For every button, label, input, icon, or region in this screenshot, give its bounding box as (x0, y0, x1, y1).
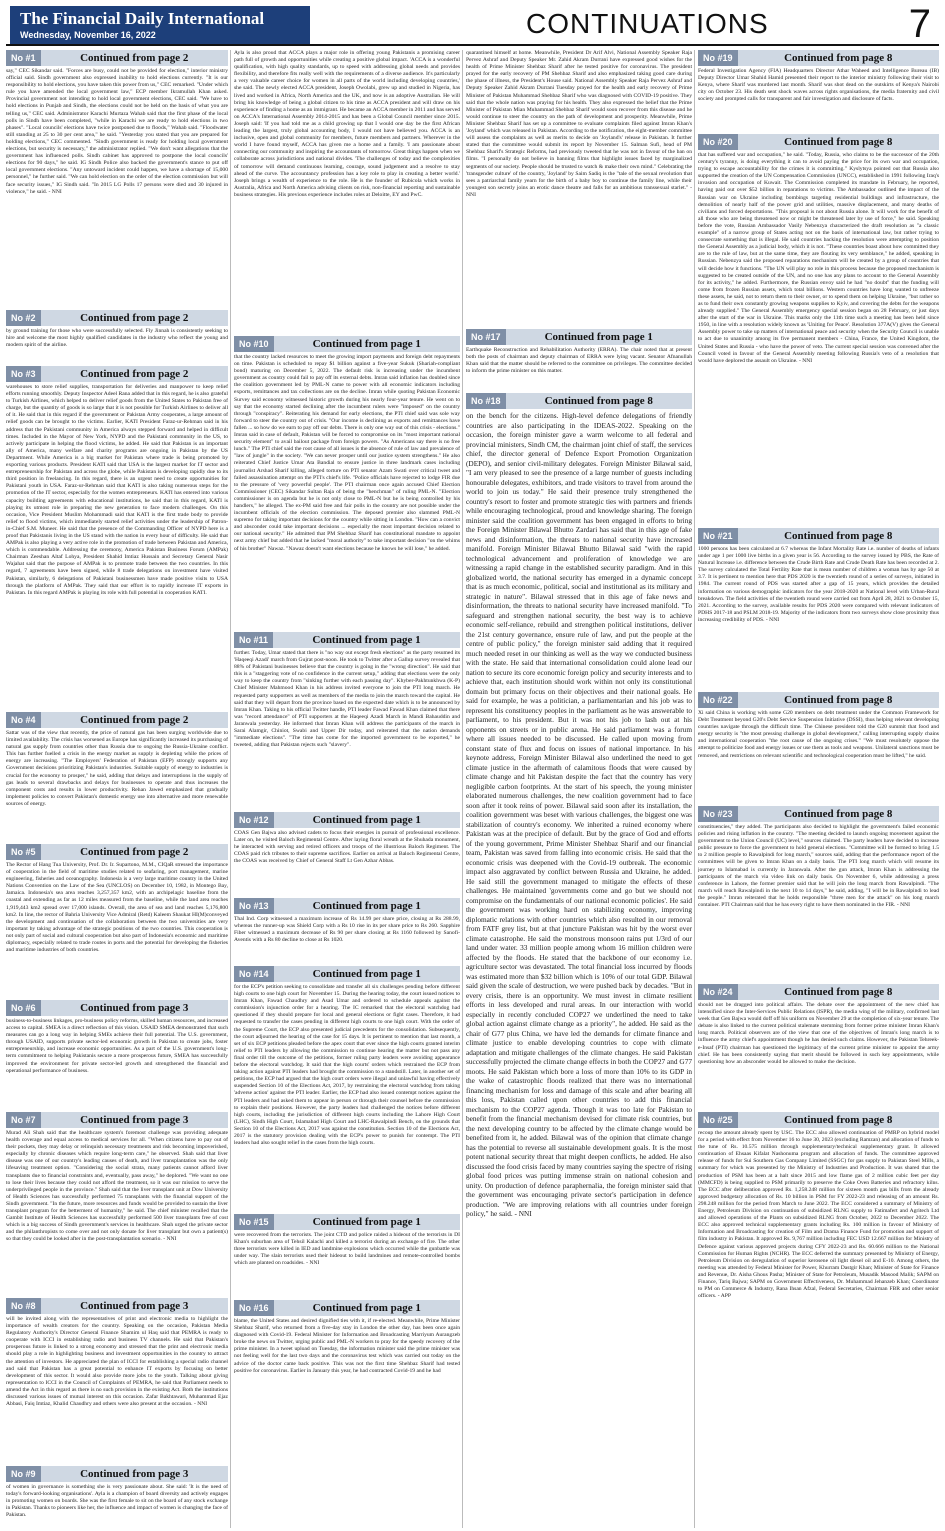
continued-label: Continued from page 8 (784, 136, 893, 148)
continued-label: Continued from page 8 (784, 808, 893, 820)
article-block (6, 310, 228, 362)
column-2 (234, 50, 460, 1528)
article-block (698, 692, 939, 802)
article-header (234, 336, 460, 352)
article-text: that has suffered war and occupation," he said. "Today, Russia, who claims to be the successor of the 20th century's tyranny, is doing everything it can to avoid paying the price for its own war and occupation, trying to escape accountability for the crimes it is committing." Kyslytsya pointed out that Russia also supported the creation of the UN Compensation Commission (UNCC), established in 1991 following Iraq's invasion and occupation of Kuwait. The Commission completed its mandate in February, he reported, having paid out over $52 billion in reparations to victims. The Ambassador outlined the impact of the Russian war on Ukraine including bombings targeting residential buildings and infrastructure, the demolition of nearly half of the power grid and utilities, massive displacement, and many deaths of civilians and forced deportations. "This proposal is not about Russia alone. It will work for the benefit of all those who are being threatened now or might be threatened later by use of force," he said. Speaking before the vote, Russian Ambassador Vasily Nebenzya characterized the draft resolution as "a classic example" of a narrow group of States acting not on the basis of international law, but rather trying to consecrate something that is illegal. He said countries backing the resolution were attempting to position the General Assembly as a judicial body, which it is not. "These countries boast about how committed they are to the rule of law, but at the same time, they are flouting its very semblance," he added, speaking in Russian. Nebenzya said the proposed reparations mechanism will be created by a group of countries that will decide how it functions. "The UN will play no role in this process because the proposed mechanism is suggested to be created outside of the UN, and no one has any plans to account to the General Assembly for its activity," he added. Furthermore, the Russian envoy said he had "no doubt" that the funding will come from frozen Russian assets, which total billions. Western countries have long wanted to unfreeze these assets, he said, not to return them to their owner, or to spend them on helping Ukraine, "but rather so as to fund their own constantly growing weapons supplies to Kyiv, and covering the debts for the weapons already supplied." The General Assembly emergency special session began on 28 February, or just days after the start of the war in Ukraine. This marks only the 11th time such a meeting has been held since 1950, in line with a resolution widely known as 'Uniting for Peace'. Resolution 377A(V) gives the General Assembly power to take up matters of international peace and security when the Security Council is unable to act due to unanimity among its five permanent members - China, France, the United Kingdom, the United States and Russia - who have the power of veto. The current special session was convened after the Council voted in favour of the General Assembly meeting following Russia's veto of a resolution that would have deplored the assault on Ukraine. - NNI (698, 152, 939, 364)
article-header (234, 632, 460, 648)
column-divider (694, 50, 695, 1528)
article-number: No #25 (698, 1112, 738, 1128)
continued-label: Continued from page 8 (544, 395, 653, 407)
article-number: No #14 (234, 966, 274, 982)
section-title: CONTINUATIONS (526, 8, 769, 39)
column-4 (698, 50, 939, 1528)
article-header (6, 712, 228, 728)
continued-label: Continued from page 1 (544, 331, 653, 343)
article-header (234, 1300, 460, 1316)
article-text: warehouses to store relief supplies, transportation for deliveries and manpower to keep relief efforts running smoothly. Deputy Inspector Adeel Rana added that in this regard, he is also grateful to Turkish Airlines, which helped to deliver relief goods from the United States to Pakistan free of charge, but the quantity of goods is so large that it is not possible for Turkish Airlines to deliver all of it. He said that in this regard if the government or Pakistan Army cooperates, a large amount of relief goods can be brought to the victims. Earlier, KATI President Faraz-ur-Rehman said in his address that the Pakistani community in America always stepped forward and helped in difficult times. Included in the Mayor of New York, NYPD and the Pakistani community in the US, to actively participate in helping the flood victims, he added. He said that Pakistan is an important ally of America, many welfare and charity programs are ongoing in Pakistan by the US Department. While America is a big market for Pakistan where trade is being promoted by exporting various products. President KATI said that USA is the largest market for IT sector and entrepreneurship for Pakistan and across the globe, while Pakistan is developing rapidly due to its third position in freelancing. In this regard, there is an urgent need to create opportunities for Pakistani youth in USA. Faraz-ur-Rehman said that KATI is also taking numerous steps for the promotion of the IT sector, especially for the women entrepreneurs. KATI has entered into various capacity building agreements with educational institutions, he said that in this regard, KATI is playing its utmost role in preparing the new generation to face modern challenges. On this occasion, Vice President Muslim Mohammadi said that KATI is the first trade body to provide relief to flood victims, which immediately started relief activities under the leadership of Patron-in-Chief S.M. Muneer. He said that the presence of the Commanding Officer of NYPD here is a proof that Pakistanis living in the US stand with the nation in every hour of difficulty. He said that AMPak is also playing a very active role in the promotion of trade between Pakistan and America, which is commendable. Addressing the ceremony, America Pakistan Business Forum (AMPak) Chairman Zeeshan Altaf Lohya, President Shahid Imtiaz Hussain and Secretary General Nasir Wajahat said that the purpose of AMPak is to promote trade between the two countries. In this regard, 7 agreements have been signed, while 8 trade delegations on investment have visited Pakistan, similarly, 6 delegations of Pakistani businessmen have made positive visits to USA through the platform of AMPak. They said that our effort is to rapidly increase IT exports in Pakistan. In this regard AMPak is playing its role with full potential in cooperation KATI. (6, 384, 228, 596)
article-block (466, 393, 692, 1528)
article-block (234, 632, 460, 808)
article-header (6, 1000, 228, 1016)
article-text: quarantined himself at home. Meanwhile, President Dr Arif Alvi, National Assembly Speaker Raja Pervez Ashraf and Deputy Speaker Mr. Zahid Akram Durrani have expressed good wishes for the health of Prime Minister Shehbaz Sharif after he tested positive for coronavirus. The president prayed for the early recovery of PM Shehbaz Sharif and also emphasized taking good care during the phase of illness, the President's House said. National Assembly Speaker Raja Pervez Ashraf and Deputy Speaker Zahid Akram Durrani Tuesday prayed for the health and early recovery of Prime Minister of Pakistan Muhammad Shehbaz Sharif who was diagnosed with COVID-19 positive. They said that the whole nation was praying for his health. They also expressed the belief that the Prime Minister of Pakistan Mian Muhammad Shehbaz Sharif would soon recover from this disease and he would continue to steer the country on the path of development and prosperity. Meanwhile, Prime Minister Shehbaz Sharif has set up a committee to evaluate complaints filed against Imran Khan's 'Joyland' which was released in Pakistan. According to the notification, the eight-member committee will assess the complaints as well as merits to decide on 'Joyland's' release in Pakistan. It further stated that the committee would submit its report by November 15. Salman Sufi, head of PM Shehbaz Sharif's Strategic Reforms, had previously tweeted that he was not in favour of the ban on films. "I personally do not believe in banning films that highlight issues faced by marginalized segments of our society. People should be trusted to watch & make their own mind." Celebrating the 'transgender culture' of the country, 'Joyland' by Saim Sadiq is the "tale of the sexual revolution that sees a patriarchal family yearn for the birth of a baby boy to continue the family line, while their youngest son secretly joins an erotic dance theatre and falls for an ambitious transsexual starlet." - NNI (466, 50, 692, 198)
article-text: Xi said China is working with some G20 members on debt treatment under the Common Framework for Debt Treatment beyond G20's Debt Service Suspension Initiative (DSSI), thus helping relevant developing countries navigate through the difficult time. The Chinese president told the G20 summit that food and energy security is "the most pressing challenge in global development," calling interrupting supply chains and international cooperation "the root cause of the ongoing crises." "We must resolutely oppose the attempt to politicize food and energy issues or use them as tools and weapons. Unilateral sanctions must be removed, and restrictions on relevant scientific and technological cooperation must be lifted," he said. (698, 710, 939, 759)
continued-label: Continued from page 2 (80, 312, 189, 324)
article-number: No #23 (698, 806, 738, 822)
article-number: No #20 (698, 134, 738, 150)
article-number: No #18 (466, 393, 506, 409)
article-header (234, 966, 460, 982)
article-block (234, 812, 460, 894)
article-header (234, 812, 460, 828)
article-number: No #13 (234, 898, 274, 914)
article-header (698, 692, 939, 708)
continued-label: Continued from page 1 (312, 634, 421, 646)
article-header (698, 528, 939, 544)
article-header (6, 844, 228, 860)
continued-label: Continued from page 2 (80, 368, 189, 380)
article-block (6, 1298, 228, 1462)
continued-label: Continued from page 3 (80, 1114, 189, 1126)
article-text: that the country lacked resources to meet the growing import payments and foreign debt repayments on time. Pakistan is scheduled to repay $1 billion against a five-year Sukuk (Shariah-compliant bond) maturing on December 5, 2022. The default risk is increasing under the incumbent government as country could fail to pay off its external debts. Imran said inflation has doubled since the coalition government led by PML-N came to power with all economic indicators including exports, remittances and tax collections are on the decline. Imran while quoting Pakistan Economic Survey said economy witnessed historic growth during his nearly four-year tenure. He went on to say that the economy started declining after the incumbent rulers were "imposed" on the country through "conspiracy". Reiterating his demand for early elections, the PTI chief said was sole way forward to steer the country out of crisis. "Our income is declining as exports and remittances have fallen ... so how do we earn to pay off our debts. There is only one way out of this crisis - elections." Imran said in case of default, Pakistan will be forced to compromise on its "most important national security element" to avail bailout package from foreign powers. "As Americans say there is no free lunch." The PTI chief said the root cause of all issues is the absence of rule of law and prevalence of "law of jungle" in the society. "We can never prosper until our justice system strengthens." He also reiterated Chief Justice Umar Ata Bandial to ensure justice in three landmark cases including journalist Arshad Sharif killing, alleged torture on PTI senator Azam Swati over critical tweet and failed assassination attempt on the PTI's chief's life. "Police officials have rejected to lodge FIR due to the pressure of 'very powerful people'. The PTI chairman once again accused Chief Election Commissioner (CEC) Sikandar Sultan Raja of being the "henchman" of ruling PML-N. "Election commissioner is on agenda but he is not only close to PML-N but he is being controlled by his handlers," he alleged. The ex-PM said free and fair polls in the country are not possible under the incumbent officials of the election commission. The deposed premier also slammed PML-N supremo for taking important decisions for the country while sitting in London. "How can a convict and absconder could take important decisions ... especially the most important decision related to our national security." He admitted that PM Shehbaz Sharif has constitutional mandate to appoint next army chief but added that he lacked "moral authority" to take important decision "on the whims of his brother" Nawaz. "Nawaz doesn't want elections because he knows he will lose," he added. (234, 354, 460, 552)
article-number: No #16 (234, 1300, 274, 1316)
article-block (6, 50, 228, 306)
article-number: No #8 (6, 1298, 41, 1314)
article-text: Earthquake Reconstruction and Rehabilitation Authority (ERRA). The chair noted that at present both the posts of chairman and deputy chairman of ERRA were lying vacant. Senator Afnanullah Khan said that the matter should be referred to the committee on privileges. The committee decided to inform the prime minister on this matter. (466, 347, 692, 375)
continued-label: Continued from page 1 (312, 1302, 421, 1314)
article-text: recoup the amount already spent by USC. The ECC also allowed continuation of PMRP on hybrid model for a period with effect from November 16 to June 30, 2023 (excluding Ramzan) and allocation of funds to the tune of Rs. 10.575 million through supplementary/technical supplementary grant. It allowed continuation of Ehsaas Kifalat Nashonuma program and allocation of funds. The committee approved release of funds for Sui Southern Gas Company Limited (SSGC) for gas supply to Pakistan Steel Mills, a summary for which was presented by the Ministry of Industries and Production. It was shared that the production of PSM has been at a halt since 2015 and low flame gas of 2 million cubic feet per day (MMCFD) is being supplied to PSM primarily to preserve the Coke Oven Batteries and refractory kilns. The ECC after deliberation approved Rs. 1,258.248 million for sixteen month gas bills from the already approved budgetary allocation of Rs. 10 billion in PSM for FY 2022-23 and releasing of an amount Rs. 298.248 million for the period from March to June 2022. The ECC considered a summary of Ministry of Energy, Petroleum Division on continuation of subsidized RLNG supply to Fatimafert and Agritech Ltd and allowed operations of the Plants on subsidized RLNG from October, 2022 to December 2022. The ECC also approved technical supplementary grants including Rs. 100 million in favour of Ministry of Information and Broadcasting for creation of Film and Drama Finance Fund for promotion and support of film industry in Pakistan. It approved Rs. 9,767 million including FEC USD 12.667 million for Ministry of Defence against various approved projects during CFY 2022-23 and Rs. 60.666 million to the National Commission for Human Rights (NCHR). The ECC deferred the summary presented by Ministry of Energy, Petroleum Division on deregulation of superior kerosene oil light diesel oil and E-10. Among others, the meeting was attended by Federal Minister for Power, Khurram Dastgir Khan; Minister of State for Finance and Revenue, Dr. Aisha Ghous Pasha; Minister of State for Petroleum, Musadik Masood Malik; SAPM on Finance, Tariq Bajwa; SAPM on Government Effectiveness, Dr. Muhammad Jehanzeb Khan; Coordinator to PM on Commerce & Industry, Rana Ihsan Afzal, Federal Secretaries, Chairman FBR and other senior officers. - APP (698, 1130, 939, 1300)
article-block (234, 1214, 460, 1296)
article-block (6, 1466, 228, 1528)
continued-label: Continued from page 1 (312, 814, 421, 826)
page-number: 7 (908, 2, 931, 46)
article-block (6, 1000, 228, 1108)
article-header (698, 984, 939, 1000)
column-3 (466, 50, 692, 1528)
article-number: No #1 (6, 50, 41, 66)
article-number: No #21 (698, 528, 738, 544)
article-block (234, 898, 460, 962)
continued-label: Continued from page 3 (80, 1002, 189, 1014)
article-header (6, 1298, 228, 1314)
continued-label: Continued from page 1 (312, 900, 421, 912)
article-number: No #6 (6, 1000, 41, 1016)
article-number: No #15 (234, 1214, 274, 1230)
article-text: constituencies," they added. The participants also decided to highlight the government's failed economic policies and rising inflation in the country. "The meeting decided to launch ongoing movement against the government to the Union Council (UC) level," sources claimed. The party leaders have decided to increase public pressure to force the government to hold general elections. "Committee will be formed to bring 1.5 to 2 million people to Rawalpindi for long march," sources said, adding that the performance report of the committees will be given to Imran Khan on a daily basis. The PTI long march which will resume its journey to Islamabad is currently in Jaranwala. After the gun attack, Imran Khan is addressing the participants of the march via video link on daily basis. On November 6, while addressing a press conference in Lahore, the former premier said that he will join the long march from Rawalpindi. "The march will reach Rawalpindi in the next 10 to 14 days," he said, adding, "I will be in Rawalpindi to lead the people." Imran reiterated that he holds responsible "three men for the attack" on his long march container. PTI Chairman said that he has every right to have them nominated in the FIR. - NNI (698, 824, 939, 909)
article-header (698, 134, 939, 150)
article-block (698, 134, 939, 524)
article-header (6, 50, 228, 66)
article-number: No #3 (6, 366, 41, 382)
article-number: No #9 (6, 1466, 41, 1482)
article-number: No #7 (6, 1112, 41, 1128)
continued-label: Continued from page 2 (80, 52, 189, 64)
article-header (6, 366, 228, 382)
continued-label: Continued from page 1 (312, 1216, 421, 1228)
article-header (6, 1112, 228, 1128)
article-header (6, 1466, 228, 1482)
article-number: No #11 (234, 632, 273, 648)
column-divider (462, 50, 463, 1528)
article-text: business-to-business linkages, pro-business policy reforms, skilled human resources, and increased access to capital. SMEA is a direct reflection of this vision. USAID SMEA demonstrated that such measures can go a long way in helping SMEs achieve their full potential. The U.S. government, through USAID, supports private sector-led economic growth in Pakistan to create jobs, foster entrepreneurship, and increase economic opportunities. As a part of the U.S. government's long-term commitment to helping Pakistanis secure a more prosperous future, SMEA has successfully improved the environment for private sector-led growth and strengthened the financial and operational performance of business. (6, 1018, 228, 1074)
article-text: blame, the United States and desired dignified ties with it, if re-elected. Meanwhile, Prime Minister Shehbaz Sharif, who returned from a five-day stay in London the other day, has been once again diagnosed with Covid-19. Federal Minister for Information and Broadcasting Marriyum Aurangzeb broke the news on Twitter, urging public and PML-N workers to pray for the speedy recovery of the prime minister. In a tweet upload on Tuesday, the information minister said the prime minister was not feeling well for the last two days and the coronavirus test which was carried out today on the advice of the doctor came back positive. This was not the first time Shehbaz Sharif had tested positive for coronavirus. Earlier in January this year, he had contracted Covid-19 and he had (234, 1318, 460, 1374)
column-divider (230, 50, 231, 1528)
article-number: No #12 (234, 812, 274, 828)
article-text: of women in governance is something she is very passionate about. She said: 'It is the need of today's forward-looking organisations'. Ayla is a champion of board diversity and actively engages in promoting women on boards. She was the first female to sit on the board of any stock exchange in Pakistan. Thanks to pioneers like her, the influence and impact of women is changing the face of Pakistan. (6, 1484, 228, 1519)
continued-label: Continued from page 8 (784, 530, 893, 542)
article-header (6, 310, 228, 326)
article-text: further. Today, Umar stated that there is "no way out except fresh elections" as the party resumed its 'Haqeeqi Azadi' march from Gujrat post-noon. He took to Twitter after a Gallup survey revealed that 88% of Pakistani businesses believe that the country is going in the "wrong direction". He said that this is a "staggering vote of no confidence in the current setup," adding that elections were the only way to keep the country from "sinking further with each passing day". Khyber-Pakhtunkhwa (K-P) Chief Minister Mahmood Khan in his address invited everyone to join the PTI long march. He requested party supporters as well as members of the media to join the march toward the capital. He said that they will depart from the province based on the expected date which is to be announced by Imran Khan. Taking to his official Twitter handle, PTI leader Fawad Fawad Khan claimed that there was "record attendance" of PTI supporters at the Haqeeqi Azadi March in Mandi Bahauddin and Jaranwala yesterday. He informed that Imran Khan will address the participants of the march in Sarai Alamgir, Chiniot, Swabi and Upper Dir today, and reiterated that the nation demands "immediate elections". "The time has come for the imported government to be exported," he tweeted, adding that Pakistan rejects such "slavery". (234, 650, 460, 749)
article-text: Thal Ind. Corp witnessed a maximum increase of Rs 14.99 per share price, closing at Rs 288.99, whereas the runner-up was Shield Corp with a Rs 10 rise in its per share price to Rs 260. Sapphire Fiber witnessed a maximum decrease of Rs 90 per share closing at Rs 1160 followed by Sanofi-Aventis with a Rs 80 decline to close at Rs 1020. (234, 916, 460, 944)
article-text: for the ECP's petition seeking to consolidate and transfer all six challenges pending before different high courts to one high court for November 15. During the hearing today, the court issued notices to Imran Khan, Fawad Chaudhry and Asad Umar and ordered to schedule appeals against the commission's injunction order for a hearing. The IC remarked that the electoral watchdog had questioned if they should prepare for local and general elections or fight cases. Therefore, it had requested to transfer the cases pending in different high courts to one high court. With the order of the Supreme Court, the ECP also presented judicial precedents for the consolidation. Subsequently, the court adjourned the hearing of the case for 15 days. It is pertinent to mention that last month, a set of six ECP petitions pleaded before the apex court that ever since the high courts granted interim relief to PTI leaders by allowing the commission to continue hearing the matter but not pass any final order till the outcome of the petitions, former ruling party leaders were avoiding appearance before the electoral watchdog. It said that the high courts' orders which restrained the ECP from taking action against PTI leaders had brought the commission to a standstill. Later, in another set of petitions, the ECP had argued that the high court orders were illegal and unlawful having effectively suspended Section 10 of the Elections Act, 2017, by restraining the electoral watchdog from taking 'adverse action' against the PTI leader. Earlier, the ECP had also issued contempt notices against the PTI leaders and had asked them to appear in person or through their counsel before the commission to explain their positions. However, the party leaders had challenged the notices before different high courts, including the jurisdiction of different high courts including the Lahore High Court (LHC), Sindh High Court, Islamabad High Court and LHC-Rawalpindi Bench, on the grounds that Section 10 of the Elections Act, 2017 was against the constitution. Section 10 of the Elections Act, 2017 is the statutory provision dealing with the ECP's power to punish for contempt. The PTI leaders had also sought relief in the cases from the high courts. (234, 984, 460, 1147)
continued-label: Continued from page 2 (80, 846, 189, 858)
article-text: by ground training for those who were successfully selected. Fly Jinnah is consistently seeking to hire and welcome the most highly qualified candidates in the industry who reflect the young and modern spirit of the airline. (6, 328, 228, 349)
article-block (698, 50, 939, 130)
article-header (234, 1214, 460, 1230)
article-text: Sattar was of the view that recently, the price of natural gas has been surging worldwide due to limited availability. The crisis has worsened as Europe has significantly increased its purchasing of natural gas supply from countries other than Russia due to ongoing the Russia-Ukraine conflict. This has further fuelled a crisis in the energy market as supply is depleting while the prices of energy are increasing. "The Employers' Federation of Pakistan (EFP) strongly supports any Government decisions prioritizing Pakistan's industries. Suitable supply of energy to industries is crucial for the economy to prosper," he said, adding that delays and interruptions in the supply of gas leads to several drawbacks and delays for businesses to operate and thus increases the component costs and results in lower productivity. Rehan Jawed emphasized that gradually implement policies to convert Pakistan's domestic energy use into alternative and more renewable sources of energy. (6, 730, 228, 807)
article-block (6, 712, 228, 840)
article-header (698, 806, 939, 822)
article-header (234, 898, 460, 914)
article-text: on the bench for the citizens. High-level defence delegations of friendly countries are also participating in the IDEAS-2022. Speaking on the occasion, the foreign minister gave a warm welcome to all federal and provincial ministers, Sindh CM, the chairman joint chief of staff, the services chief, the director general of Defence Export Promotion Organization (DEPO), and senior civil-military delegates. Foreign Minister Bilawal said, "I am very pleased to see the presence of a large number of guests including honourable delegates, exhibitors, and trade visitors to travel from around the world to join us today." He said their presence truly strengthened the country's resort to foster and promote strategic ties with partners and friends while encouraging technological, proud and knowledge sharing. The foreign minister said the coalition government has been engaged in efforts to bring the Foreign Minister Bilawal Bhutto Zardari has said that in this age of fake news and disinformation, the threats to national security have increased manifold. Foreign Minister Bilawal Bhutto Bilawal said "with the rapid technological advancement and proliferation of knowledge we are witnessing a rapid change in the established security paradigm. And in this globalized world, the national security has emerged in a dynamic concept that is as much economic, political, social and institutional as its military and strategic in nature". Bilawal stressed that in this age of fake news and disinformation, the threats to national security have increased manifold. "To safeguard and strengthen national security, the best way is to achieve economic self-reliance, rebuild and strengthen political institutions, deliver the 21st century governance, ensure rule of law, and put the people at the centre of public policy," the foreign minister said adding that it required much needed reset in our thinking as well as the way we conducted business with the state. He said that international consolidation could alone lead our nation to secure its core economic foreign policy and security interests and to achieve that, each institution should work within not only its constitutional domain but primary focus on their objectives and their national goals. He said for example, he was a politician, a parliamentarian and his job was to represent his constituency peoples in the parliament as he was answerable to parliament, to his president. But it was not his job to lash out at his opponents on streets or in public arena. He said parliament was a forum where all issues needed to be discussed. He called upon moving from constant state of flux and focus on issues of national importance. In his keynote address, Foreign Minister Bilawal also underlined the need to get climate justice in the aftermath of calamitous floods that were caused by climate change and hit Pakistan despite the fact that the country has very negligible carbon footprints. At the start of his speech, the young minister elaborated numerous challenges, the new coalition government had to face soon after it took reins of power. Bilawal said soon after its installation, the coalition government was beset with various challenges, the biggest one was stabilization of country's economy. We inherited a ruined economy where Pakistan was at the precipice of default. But by the grace of God and efforts of the young government, Prime Minister Shehbaz Sharif and our financial team, Pakistan was saved from falling into economic crisis. He said that the economic crisis was deepened with the Covid-19 outbreak. The economic impact also aggravated by conflict between Russia and Ukraine, he added. He said still the government managed to mitigate the effects of these challenges. He maintained 'governments come and go but we should not compromise on the fundamentals of our national economic policies'. He said the government was working hard on stabilizing economy, improving diplomatic relations with other countries which also resulted in our removal from FATF grey list, but at that juncture Pakistan was hit by the worst ever climate catastrophe. He said the monstrous monsoon rains put 1/3rd of our land under water. 33 million people among whom 16 million children were affected by the floods. He stated that the backbone of our economy i.e. agriculture sector was devastated. The total financial loss incurred by floods was estimated more than $32 billion which is 10% of our total GDP. Bilawal said given the scale of destruction, we were pushed back by decades. "But in every crisis, there is an opportunity. We must invest in climate resilient efforts in less developed and rural areas. In our interaction with world especially in recently concluded COP27 we underlined the need to take global action against climate change as a priority", he added. He said as the chair of G77 plus China, we have led the demands for climate finance and climate justice to enable developing countries to cope with climate adaptation and mitigate challenges of the climate changes. He said Pakistan successfully projected the climate change effects in both the COP27 and G77 moots. He said Pakistan which bore a loss of more than 10% to its GDP in the wake of catastrophic floods realized that there was no international financing mechanism for loss and damage of this scale and after bearing all this loss, Pakistan called upon other countries to add this financial mechanism to the COP27 agenda. Though it was too late for Pakistan to benefit from the financial mechanism devised for climate risk countries, but the next developing country to be affected by the climate change would be benefited from it, he added. Bilawal was of the opinion that climate change has the potential to reverse all sustainable development goals. It is the most potent national security threat that might deepen conflicts, he added. He also discussed the food crisis faced by many countries saying the spectre of rising global food prices was putting immense strain on national cohesion and unity. On production of defence paraphernalia, the foreign minister said that the government was encouraging private sector's participation in defence production. "We are improving relations with all countries under foreign policy," he said. - NNI (466, 411, 692, 1218)
article-header (466, 393, 692, 409)
column-1 (6, 50, 228, 1528)
article-block (698, 806, 939, 980)
continued-label: Continued from page 2 (80, 714, 189, 726)
article-number: No #5 (6, 844, 41, 860)
article-header (698, 1112, 939, 1128)
continued-label: Continued from page 8 (784, 694, 893, 706)
continued-label: Continued from page 3 (80, 1300, 189, 1312)
continued-label: Continued from page 3 (80, 1468, 189, 1480)
continued-label: Continued from page 1 (312, 968, 421, 980)
article-text: were recovered from the terrorists. The joint CTD and police raided a hideout of the terrorists in DI Khan's suburban area of Tehsil Kalachi and killed a terrorist during an exchange of fire. The other three terrorists were killed in IED and landmine explosions which occurred while the gunbattle was under way. The slain terrorists used their hideout to build landmines and remote-controlled bombs which are planted on roadsides. - NNI (234, 1232, 460, 1267)
article-text: Ayla is also proud that ACCA plays a major role in offering young Pakistanis a promising career path full of growth and opportunities while creating a positive global impact. 'ACCA is a wonderful qualification, with high quality standards, up to speed with addressing global needs and provides flexibility, and therefore fits really well with the requirements of a diverse audience. It's particularly a very valuable career choice for women in all parts of the world including developing countries,' she said. The newly elected ACCA president, Joseph Owolabi, grew up and studied in Nigeria, has lived and worked in Africa, North America and the UK, and now is an adoptive Australian. He will bring his knowledge of being a global citizen to his time as ACCA president and will draw on his experience of finding a home as an immigrant. He became an ACCA member in 2011 and has served on ACCA's International Assembly 2014-2015 and has been a Global Council member since 2015. Joseph said: 'If you had told me as a child growing up that I would one day be the first African leading the largest, truly global accounting body, I would not have believed you. ACCA is an inclusive, open and global community for members, future members and partners. Wherever in the world I have found myself, ACCA has given me a home and a family. 'I am passionate about connecting our community and inspiring the accountants of tomorrow. Great things happen when we collaborate across jurisdictions and national divides. 'The challenges of today and the complexities of tomorrow will demand continuous learning, courage, sound judgement and a resolve to stay ahead of the curve. The accountancy profession has a key role to play in creating a better world.' Joseph brings a wealth of experience to the role. He is the founder of Rubicola which works in Australia, Africa and North America advising clients on risk, non-financial reporting and sustainable business strategies. His previous experience includes roles at Deloitte, EY and PwC. (234, 50, 460, 198)
masthead-brand (10, 6, 310, 44)
article-block (234, 966, 460, 1210)
article-block (698, 984, 939, 1108)
article-block (6, 1112, 228, 1294)
article-block (234, 50, 460, 332)
continued-label: Continued from page 1 (312, 338, 421, 350)
article-block (6, 366, 228, 708)
article-number: No #10 (234, 336, 274, 352)
article-block (234, 336, 460, 628)
article-number: No #24 (698, 984, 738, 1000)
article-text: COAS Gen Bajwa also advised cadets to focus their energies in pursuit of professional excellence. Later on, he visited Baloch Regimental Centre. After laying floral wreath at the Shuhada monument, he interacted with serving and retired officers and troops of the illustrious Baloch Regiment. The COAS paid rich tributes to their supreme sacrifices. Earlier on arrival at Baloch Regimental Centre, the COAS was received by Chief of General Staff Lt Gen Azhar Abbas. (234, 830, 460, 865)
article-text: Federal Investigation Agency (FIA) Headquarters Director Athar Waheed and Intelligence Bureau (IB) Deputy Director Umar Shahid Hamid presented their report to the interior ministry following their visit to Kenya, where Sharif was murdered last month. Sharif was shot dead on the outskirts of Kenya's Nairobi city on October 23. His death sent shock waves across rights organisations, the media fraternity and civil society and prompted calls for transparent and fair investigation and disclosure of facts. (698, 68, 939, 103)
article-block (234, 1300, 460, 1410)
newspaper-name: The Financial Daily International (20, 9, 265, 28)
article-text: The Rector of Hang Tua University, Prof. Dr. Ir. Supartono, M.M., CIQaR stressed the importance of cooperation in the field of maritime studies related to seafaring, port management, marine engineering, fisheries and oceanography. Indonesia is a very large maritime country in the United Nations Convention on the Law of the Sea (UNCLOS) on December 10, 1982, in Montego Bay, Jamaica. Indonesia's sea area reaches 3,257,357 km2, with an archipelagic baseline from the coastal and extending as far as 12 miles measured from the baseline, while the land area reaches 1,919,443 km2 spread over 17,000 islands. Overall, the area of sea and land reaches 5,176,800 km2. In line, the rector of Bahria University Vice Admiral (Retd) Kaleem Shaukat HI(M)conveyed the development and continuation of the collaboration between the two universities are very important by taking advantage of the strategic positions of the two countries. This cooperation is not only part of social and cultural cooperation but also part of Indonesia's economic and maritime diplomacy, especially related to trade routes in ports and the potential for developing the fisheries and maritime industries of both countries. (6, 862, 228, 954)
article-block (698, 1112, 939, 1458)
continued-label: Continued from page 8 (784, 52, 893, 64)
article-text: say," CEC Sikandar said. "Forces are busy, could not be provided for election," interior ministry official said. Sindh government also expressed inability to hold elections currently. "It is our responsibility to hold elections, you have taken this power from us," CEC remarked. "Under which rule you have amended the local government law," ECP member Ikramullah Khan asked. Provincial government not intending to hold local government elections, CEC said. "We have to hold elections in Punjab and Sindh, the elections could not be held on the basis of what you are telling us," CEC said. Administrator Karachi Murtaza Wahab said that the first phase of the local polls in Sindh have been completed, "while in Karachi we are ready to hold elections in two phases". "Local councils' elections have twice postponed due to floods," Wahab said. "Floodwater still standing at 25 to 30 per cent area," he said. "Yesterday you stated that you are prepared for holding elections," CEC commented. "Sindh government is ready for holding local government elections, but security is necessary," the administrator replied. "We don't want allegations that the government has influenced polls. Sindh cabinet has approved to postpone the local councils' elections for 90 days," he said. IG Sindh Police also backed the government's stance to put off local government elections. "Any untoward incident could happen, we have a shortage of 15,000 personnel," he further said. "We can hold election on the order of the election commission but will face security issues," IG Sindh said. "In 2015 LG Polls 17 persons were died and 30 injured in violence," he said. - NNI (6, 68, 228, 195)
continued-label: Continued from page 8 (784, 1114, 893, 1126)
article-text: Murad Ali Shah said that the healthcare system's foremost challenge was providing adequate health coverage and equal access to medical services for all. "When citizens have to pay out of their pockets, they may delay or relinquish necessary treatments and risk becoming impoverished, especially by chronic diseases which require long-term care," he observed. Shah said that liver disease was one of our country's leading causes of death, and liver transplantation was the only lifesaving treatment option. "Considering the social strata, many patients cannot afford liver transplants due to financial constraints and, eventually, pass away," he deplored. "We want no one to lose their lives because they could not afford the treatment, so it was our mission to serve the underprivileged people in the province." Shah said that the liver transplant unit at Dow University of Health Sciences has successfully performed 75 transplants with the financial support of the Sindh government. "In the future, more resources and funds would be provided to sustain the liver transplant program for the betterment of humanity," he said. The chief minister recalled that the Gambit Institute of Health Sciences has successfully performed 500 liver transplants free of cost which is a big success of Sindh government's services in healthcare. Shah urged the private sector and the philanthropists to come over and not only donate for liver transplant but own a patient(s) so that they could be looked after in the post-transplantation scenario. - NNI (6, 1130, 228, 1243)
article-text: should not be dragged into political affairs. The debate over the appointment of the new chief has intensified since the Inter-Services Public Relations (ISPR), the media wing of the military, confirmed last week that Gen Bajwa would doff off his uniform on November 29 at the completion of six-year tenure. The debate is also linked to the current political stalemate stemming from former prime minister Imran Khan's long march. Political observers are of the view that one of the objectives of Imran's long march is to influence the army chief's appointment though he has denied such claims. However, the Pakistan Tehreek-e-Insaf (PTI) chairman has questioned the legitimacy of the current prime minister to appoint the army chief. He has been consistently saying that merit should be followed in such key appointments, while questioning how an absconder would be allowed to make the decision. (698, 1002, 939, 1065)
article-number: No #19 (698, 50, 738, 66)
article-number: No #2 (6, 310, 41, 326)
article-block (6, 844, 228, 996)
article-number: No #4 (6, 712, 41, 728)
article-continuation (466, 50, 692, 325)
article-number: No #17 (466, 329, 506, 345)
article-text: 1000 persons has been calculated at 6.7 whereas the Infant Mortality Rate i.e. number of deaths of infants under age 1 per 1000 live births in a given year is 56. According to the survey issued by PBS, the Rate of Natural Increase i.e. difference between the Crude Birth Rate and Crude Death Rate has been recorded at 2. The survey calculated the Total Fertility Rate that is mean number of children a woman has by age 50 at 3.7. It is pertinent to mention here that PDS 2020 is the twentieth round of a series of surveys, initiated in 1984. The current round of PDS was started after a gap of 15 years, which provides the detailed information on various demographic indicators for the year 2018-2020 at National level with Urban-Rural breakdown. The field activities of the twentieth round were carried out from April 28, 2021 to October 15, 2021. According to the survey, available results for PDS 2020 were compared with relevant indicators of PDHS 2017-18 and PSLM 2018-19. Majority of the indicators from two surveys show close proximity thus increasing credibility of PDS. - NNI (698, 546, 939, 623)
article-header (698, 50, 939, 66)
article-text: will be invited along with the representatives of print and electronic media to highlight the importance of wealth creators for the country. Speaking on the occasion, Pakistan Media Regulatory Authority's Director General Finance Shamim ul Haq said that PEMRA is ready to cooperate with ICCI in establishing radio and business TV channels. He said that Pakistan's prosperous future is linked to a strong economy and stressed that the print and electronic media should play a role in highlighting business and investment opportunities in the country to attract the attention of investors. He appreciated the plan of ICCI for establishing a special radio channel and said that Pakistan has a great potential to enhance IT exports by focusing on better development of this sector. It would also provide more jobs to the youth. Talking about giving representation to ICCI in the Council of Complaints of PEMRA, he said that Parliament needs to amend the Act in this regard as there is no such provision in the existing Act. Both the institutions discussed various issues of mutual interest on this occasion. Zafar Bakhtawari, Muhammad Ejaz Abbasi, Faiq Imtiaz, Khalid Chaudhry and others were also present at the occasion. - NNI (6, 1316, 228, 1408)
article-block (466, 329, 692, 389)
article-header (466, 329, 692, 345)
masthead (6, 2, 939, 46)
issue-date: Wednesday, November 16, 2022 (20, 30, 156, 40)
continued-label: Continued from page 8 (784, 986, 893, 998)
article-number: No #22 (698, 692, 738, 708)
article-block (698, 528, 939, 688)
